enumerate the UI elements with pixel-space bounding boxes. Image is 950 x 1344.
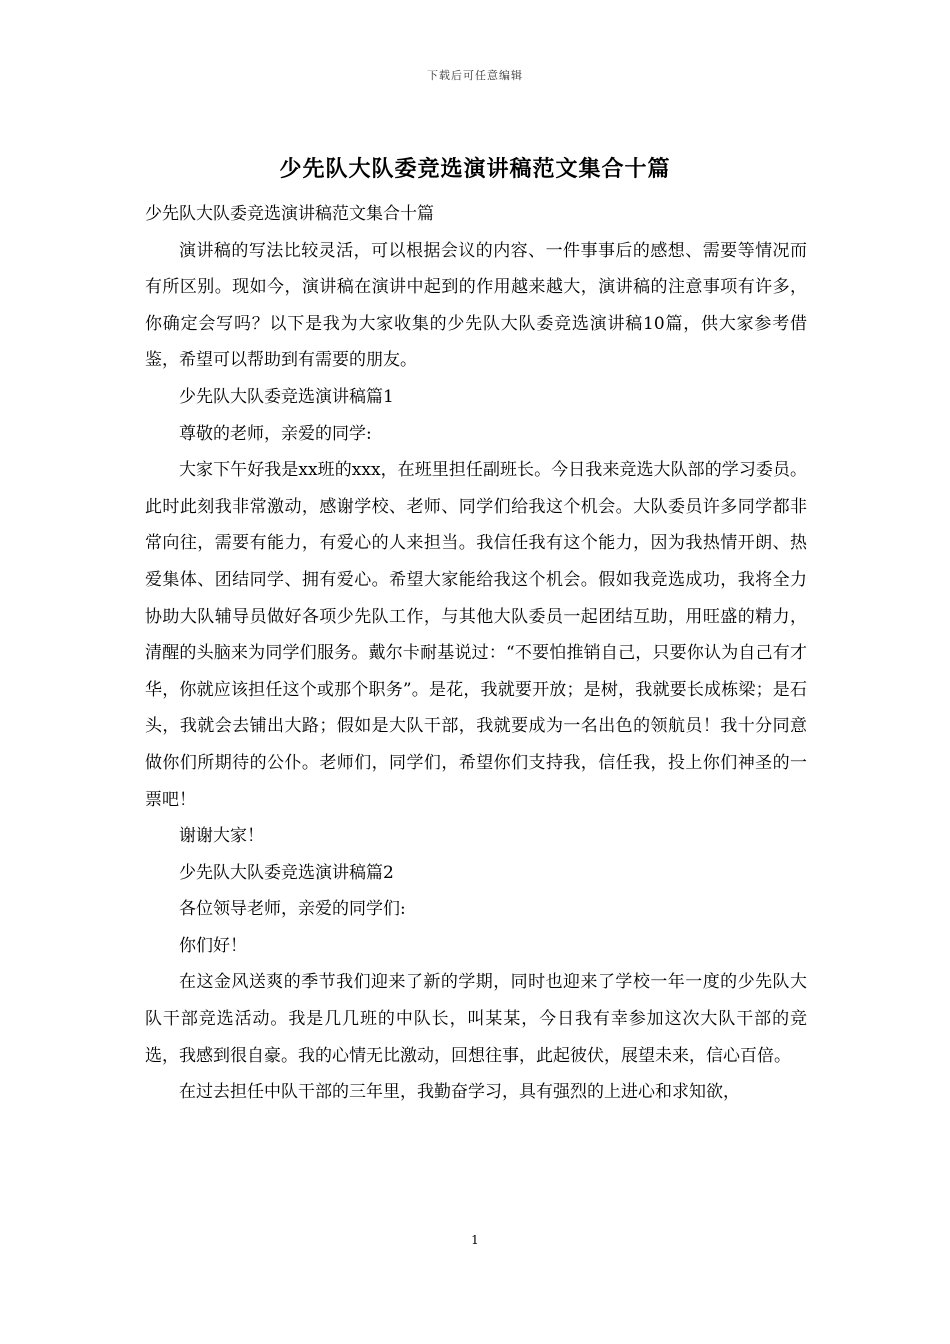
subtitle-paragraph: 少先队大队委竞选演讲稿范文集合十篇 — [145, 204, 434, 224]
document-body — [145, 196, 807, 1111]
page-header-note: 下载后可任意编辑 — [427, 69, 523, 82]
speech-1-closing: 谢谢大家！ — [179, 826, 264, 847]
section-heading-1: 少先队大队委竞选演讲稿篇1 — [179, 386, 394, 407]
salutation-1: 尊敬的老师，亲爱的同学: — [179, 423, 372, 444]
greeting-2: 你们好！ — [179, 935, 247, 956]
page-number: 1 — [471, 1233, 479, 1247]
section-heading-2: 少先队大队委竞选演讲稿篇2 — [179, 862, 394, 883]
salutation-2: 各位领导老师，亲爱的同学们: — [179, 899, 406, 920]
speech-2-body-1: 在这金风送爽的季节我们迎来了新的学期，同时也迎来了学校一年一度的少先队大队干部竞选活动。我是几几班的中队长，叫某某，今日我有幸参加这次大队干部的竞选，我感到很自豪。我的心情无比激动，回想往事，此起彼伏，展望未来，信心百倍。 — [145, 972, 807, 1066]
speech-2-body-2: 在过去担任中队干部的三年里，我勤奋学习，具有强烈的上进心和求知欲， — [179, 1082, 740, 1103]
intro-paragraph: 演讲稿的写法比较灵活，可以根据会议的内容、一件事事后的感想、需要等情况而有所区别。现如今，演讲稿在演讲中起到的作用越来越大，演讲稿的注意事项有许多，你确定会写吗？以下是我为大家收集的少先队大队委竞选演讲稿10篇，供大家参考借鉴，希望可以帮助到有需要的朋友。 — [145, 240, 807, 371]
speech-1-body: 大家下午好我是xx班的xxx，在班里担任副班长。今日我来竞选大队部的学习委员。此时此刻我非常激动，感谢学校、老师、同学们给我这个机会。大队委员许多同学都非常向往，需要有能力，有爱心的人来担当。我信任我有这个能力，因为我热情开朗、热爱集体、团结同学、拥有爱心。希望大家能给我这个机会。假如我竞选成功，我将全力协助大队辅导员做好各项少先队工作，与其他大队委员一起团结互助，用旺盛的精力，清醒的头脑来为同学们服务。戴尔卡耐基说过：“不要怕推销自己，只要你认为自己有才华，你就应该担任这个或那个职务”。是花，我就要开放；是树，我就要长成栋梁；是石头，我就会去铺出大路；假如是大队干部，我就要成为一名出色的领航员！我十分同意做你们所期待的公仆。老师们，同学们，希望你们支持我，信任我，投上你们神圣的一票吧！ — [145, 460, 807, 810]
document-title: 少先队大队委竞选演讲稿范文集合十篇 — [279, 156, 671, 182]
